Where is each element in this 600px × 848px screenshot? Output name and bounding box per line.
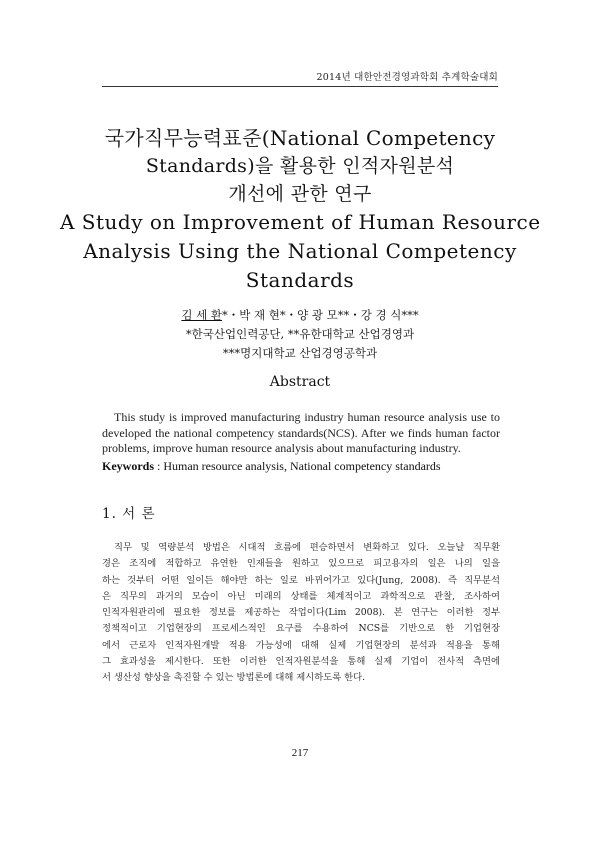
affiliation-2: ***명지대학교 산업경영공학과: [222, 346, 378, 360]
affiliation-1: *한국산업인력공단, **유한대학교 산업경영과: [185, 327, 415, 341]
abstract-body: [102, 410, 500, 457]
body-line: 인적자원관리에 필요한 정보를 제공하는 작업이다(Lim 2008). 본 연구는 이러한 정부: [102, 607, 500, 619]
running-header: 2014년 대한안전경영과학회 추계학술대회: [316, 72, 498, 83]
keywords-label: Keywords: [102, 459, 154, 473]
title-block: [60, 124, 540, 295]
title-ko-line-2: Standards)을 활용한 인적자원분석: [145, 155, 455, 177]
body-line: 은 직무의 과거의 모습이 아닌 미래의 상태를 체계적이고 과학적으로 관찰, 조사하여: [102, 590, 500, 602]
body-line: 서 생산성 향상을 촉진할 수 있는 방법론에 대해 제시하도록 한다.: [102, 672, 366, 684]
body-line: 경은 조직에 적합하고 유연한 인재들을 원하고 있으므로 피고용자의 일은 나의 일을: [102, 558, 500, 570]
title-en-line-2: Analysis Using the National Competency: [83, 239, 517, 263]
title-ko-line-3: 개선에 관한 연구: [228, 183, 372, 205]
body-line: 직무 및 역량분석 방법은 시대적 흐름에 편승하면서 변화하고 있다. 오늘날 직무환: [114, 542, 500, 553]
body-line: 정책적이고 기업현장의 프로세스적인 요구를 수용하여 NCS를 기반으로 한 기업현장: [102, 623, 500, 635]
abstract-heading: Abstract: [269, 374, 331, 390]
author-names-rest: *・박 재 현*・양 광 모**・강 경 식***: [221, 308, 419, 322]
keywords-line: [102, 458, 510, 474]
title-en-line-1: A Study on Improvement of Human Resource: [60, 210, 541, 234]
abstract-text: This study is improved manufacturing industry human resource analysis use to developed the national competency standards(NCS). After we finds human factor problems, improve human resource analysis about manufacturing industry.: [102, 410, 500, 456]
keywords-value: : Human resource analysis, National competency standards: [157, 459, 441, 473]
authors-block: [60, 306, 540, 363]
body-line: 에서 근로자 인적자원개발 적용 가능성에 대해 실제 기업현장의 분석과 적용을 통해: [102, 639, 500, 651]
page-number: 217: [291, 747, 309, 759]
introduction-body: [102, 540, 500, 687]
body-line: 하는 것부터 어떤 일이든 해야만 하는 일로 바뀌어가고 있다(Jung, 2008). 즉 직무분석: [102, 574, 500, 586]
title-en-line-3: Standards: [245, 268, 355, 292]
title-ko-line-1: 국가직무능력표준(National Competency: [104, 126, 496, 150]
body-line: 그 효과성을 제시한다. 또한 이러한 인적자원분석을 통해 실제 기업이 전사적 측면에: [102, 656, 500, 668]
section-heading: 1. 서 론: [102, 506, 156, 522]
header-rule: [102, 86, 498, 87]
author-names: [60, 306, 540, 325]
author-name-underlined: 김 세 환: [181, 308, 222, 322]
